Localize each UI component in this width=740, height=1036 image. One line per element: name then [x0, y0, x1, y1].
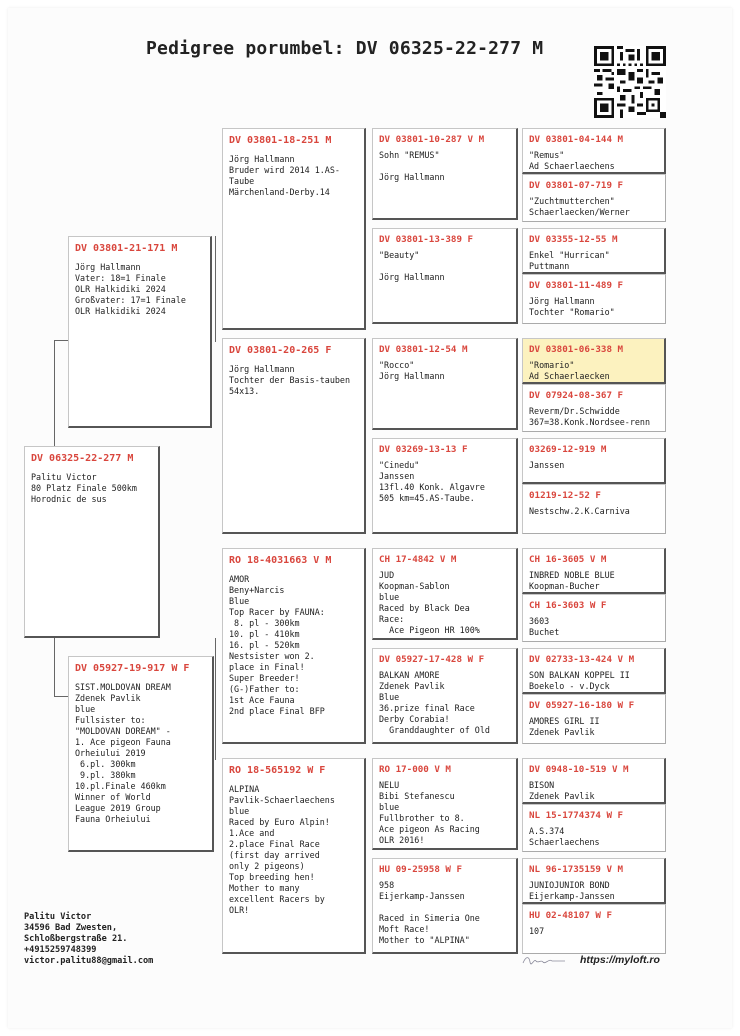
ring-number: NL 15-1774374 W F [529, 810, 624, 821]
card-line [379, 261, 511, 272]
card-line: 54x13. [229, 386, 260, 396]
ring-number: DV 03801-20-265 F [229, 345, 332, 356]
pedigree-card-ddd[interactable] [372, 858, 518, 954]
card-line: OLR Halkidiki 2024 [75, 306, 166, 316]
owner-address-1: 34596 Bad Zwesten, [24, 923, 118, 933]
card-line: 3603 [529, 616, 550, 626]
card-line: Zdenek Pavlik [75, 693, 141, 703]
card-line: AMORES GIRL II [529, 716, 600, 726]
card-line: 9.pl. 380km [75, 770, 136, 780]
card-line: Nestschw.2.K.Carniva [529, 506, 630, 516]
card-line: 958 [379, 880, 395, 890]
card-line: "Romario" [529, 360, 575, 370]
card-line: Vater: 18=1 Finale [75, 273, 166, 283]
pedigree-card-g5-2[interactable] [522, 174, 666, 222]
connector-dam-parents [215, 638, 216, 760]
pedigree-card-ssd[interactable] [372, 228, 518, 324]
pedigree-card-dss[interactable] [372, 548, 518, 640]
card-line: Zdenek Pavlik [529, 791, 595, 801]
ring-number: DV 03801-07-719 F [529, 180, 624, 191]
card-line: Jörg Hallmann [379, 371, 445, 381]
card-line: 367=38.Konk.Nordsee-renn [529, 417, 651, 427]
card-line: 8. pl - 300km [229, 618, 300, 628]
card-line: AMOR [229, 574, 250, 584]
pedigree-card-g5-1[interactable] [522, 128, 666, 174]
card-line: SIST.MOLDOVAN DREAM [75, 682, 171, 692]
card-line: Moft Race! [379, 924, 430, 934]
card-line: (first day arrived [229, 850, 320, 860]
pedigree-card-sire[interactable] [68, 236, 212, 428]
card-line: Ad Schaerlaecken [529, 371, 610, 381]
card-line: "Beauty" [379, 250, 420, 260]
ring-number: HU 02-48107 W F [529, 910, 612, 921]
card-line: 6.pl. 300km [75, 759, 136, 769]
card-line: Eijerkamp-Janssen [379, 891, 465, 901]
pedigree-card-g5-16[interactable] [522, 904, 666, 954]
card-line: place in Final! [229, 662, 305, 672]
pedigree-card-sds[interactable] [372, 338, 518, 430]
pedigree-card-g5-5[interactable] [522, 338, 666, 384]
ring-number: DV 05927-16-180 W F [529, 700, 635, 711]
card-line: Janssen [529, 460, 565, 470]
pedigree-card-dam-sire[interactable] [222, 548, 366, 744]
card-line: excellent Racers by [229, 894, 325, 904]
page-title: Pedigree porumbel: DV 06325-22-277 M [146, 38, 544, 59]
card-line: Puttmann [529, 261, 570, 271]
ring-number: DV 06325-22-277 M [31, 453, 134, 464]
card-line: 10.pl.Finale 460km [75, 781, 166, 791]
card-line: Orheiului 2019 [75, 748, 146, 758]
card-line: Beny+Narcis [229, 585, 285, 595]
card-line: 10. pl - 410km [229, 629, 300, 639]
card-line: blue [75, 704, 96, 714]
card-line: Raced by Black Dea [379, 603, 470, 613]
card-line: 16. pl - 520km [229, 640, 300, 650]
connector-subject-to-dam [54, 636, 55, 696]
card-line: 1. Ace pigeon Fauna [75, 737, 171, 747]
ring-number: CH 16-3603 W F [529, 600, 607, 611]
card-line: Ace Pigeon HR 100% [379, 625, 480, 635]
card-line: Bruder wird 2014 1.AS- [229, 165, 340, 175]
pedigree-card-g5-12[interactable] [522, 694, 666, 744]
card-line: 2.place Final Race [229, 839, 320, 849]
card-line: OLR Halkidiki 2024 [75, 284, 166, 294]
card-line: Boekelo - v.Dyck [529, 681, 610, 691]
owner-contact [24, 912, 153, 967]
card-line: 1st Ace Fauna [229, 695, 295, 705]
card-line: Jörg Hallmann [529, 296, 595, 306]
card-line: Mother to many [229, 883, 300, 893]
card-line: "Remus" [529, 150, 565, 160]
card-line: Großvater: 17=1 Finale [75, 295, 186, 305]
owner-name: Palitu Victor [24, 912, 92, 922]
ring-number: CH 16-3605 V M [529, 554, 607, 565]
card-line: Ace pigeon As Racing [379, 824, 480, 834]
card-line: Zdenek Pavlik [529, 727, 595, 737]
card-line: Enkel "Hurrican" [529, 250, 610, 260]
card-line: SON BALKAN KOPPEL II [529, 670, 630, 680]
pedigree-card-dam[interactable] [68, 656, 214, 852]
pedigree-card-g5-9[interactable] [522, 548, 666, 594]
card-line: Taube [229, 176, 255, 186]
card-line: Horodnic de sus [31, 494, 107, 504]
card-line: only 2 pigeons) [229, 861, 305, 871]
card-line: Blue [379, 692, 400, 702]
card-line: Raced in Simeria One [379, 913, 480, 923]
ring-number: DV 03801-18-251 M [229, 135, 332, 146]
ring-number: RO 18-4031663 V M [229, 555, 332, 566]
card-line: blue [379, 592, 400, 602]
signature-mark [522, 953, 566, 967]
ring-number: DV 03269-13-13 F [379, 444, 468, 455]
connector-sire-parents [215, 236, 216, 342]
card-line: Blue [229, 596, 250, 606]
owner-address-2: Schloßbergstraße 21. [24, 934, 128, 944]
pedigree-card-g5-10[interactable] [522, 594, 666, 642]
pedigree-card-g5-8[interactable] [522, 484, 666, 534]
card-line: Reverm/Dr.Schwidde [529, 406, 620, 416]
card-line: 36.prize final Race [379, 703, 475, 713]
card-line: Zdenek Pavlik [379, 681, 445, 691]
card-line: "MOLDOVAN DOREAM" - [75, 726, 171, 736]
ring-number: DV 03355-12-55 M [529, 234, 618, 245]
card-line: Märchenland-Derby.14 [229, 187, 330, 197]
card-line: Bibi Stefanescu [379, 791, 455, 801]
card-line: (G-)Father to: [229, 684, 300, 694]
card-line [379, 902, 511, 913]
ring-number: DV 02733-13-424 V M [529, 654, 635, 665]
connector-dam-stub [54, 696, 68, 697]
pedigree-card-g5-11[interactable] [522, 648, 666, 694]
pedigree-card-sire-dam[interactable] [222, 338, 366, 534]
card-line [379, 161, 511, 172]
pedigree-card-subject[interactable] [24, 446, 160, 638]
card-line: Fullsister to: [75, 715, 146, 725]
ring-number: DV 03801-12-54 M [379, 344, 468, 355]
card-line: 107 [529, 926, 545, 936]
ring-number: DV 05927-17-428 W F [379, 654, 485, 665]
card-line: A.S.374 [529, 826, 565, 836]
ring-number: DV 05927-19-917 W F [75, 663, 190, 674]
pedigree-card-g5-4[interactable] [522, 274, 666, 324]
card-line: Schaerlaechens [529, 837, 600, 847]
card-line: blue [379, 802, 400, 812]
card-line: Top Racer by FAUNA: [229, 607, 325, 617]
card-line: Tochter "Romario" [529, 307, 615, 317]
ring-number: NL 96-1735159 V M [529, 864, 624, 875]
pedigree-card-g5-3[interactable] [522, 228, 666, 274]
pedigree-card-g5-7[interactable] [522, 438, 666, 484]
card-line: Palitu Victor [31, 472, 97, 482]
ring-number: RO 17-000 V M [379, 764, 451, 775]
card-line: Granddaughter of Old [379, 725, 490, 735]
card-line: Janssen [379, 471, 415, 481]
card-line: blue [229, 806, 250, 816]
card-line: "Rocco" [379, 360, 415, 370]
card-line: Sohn "REMUS" [379, 150, 440, 160]
pedigree-card-dam-dam[interactable] [222, 758, 366, 954]
card-line: OLR! [229, 905, 250, 915]
pedigree-card-sire-sire[interactable] [222, 128, 366, 330]
ring-number: 03269-12-919 M [529, 444, 607, 455]
card-line: 1.Ace and [229, 828, 275, 838]
pedigree-card-sdd[interactable] [372, 438, 518, 534]
card-line: Mother to "ALPINA" [379, 935, 470, 945]
connector-sire-stub [54, 340, 68, 341]
card-line: Super Breeder! [229, 673, 300, 683]
card-line: Fullbrother to 8. [379, 813, 465, 823]
card-line: Koopman-Bucher [529, 581, 600, 591]
card-line: OLR 2016! [379, 835, 425, 845]
card-line: ALPINA [229, 784, 260, 794]
card-line: Jörg Hallmann [379, 272, 445, 282]
ring-number: DV 0948-10-519 V M [529, 764, 629, 775]
card-line: Fauna Orheiului [75, 814, 151, 824]
card-line: BISON [529, 780, 555, 790]
card-line: JUNIOJUNIOR BOND [529, 880, 610, 890]
card-line: Derby Corabia! [379, 714, 450, 724]
card-line: 505 km=45.AS-Taube. [379, 493, 475, 503]
ring-number: DV 03801-10-287 V M [379, 134, 485, 145]
card-line: Eijerkamp-Janssen [529, 891, 615, 901]
card-line: Nestsister won 2. [229, 651, 315, 661]
card-line: "Cinedu" [379, 460, 420, 470]
card-line: Jörg Hallmann [229, 364, 295, 374]
ring-number: DV 03801-13-389 F [379, 234, 474, 245]
card-line: NELU [379, 780, 400, 790]
card-line: Schaerlaecken/Werner [529, 207, 630, 217]
card-line: Raced by Euro Alpin! [229, 817, 330, 827]
card-line: 2nd place Final BFP [229, 706, 325, 716]
brand-url[interactable]: https://myloft.ro [580, 954, 660, 966]
ring-number: DV 07924-08-367 F [529, 390, 624, 401]
ring-number: HU 09-25958 W F [379, 864, 462, 875]
pedigree-card-g5-15[interactable] [522, 858, 666, 904]
pedigree-card-dsd[interactable] [372, 648, 518, 744]
card-line: 80 Platz Finale 500km [31, 483, 137, 493]
ring-number: DV 03801-06-338 M [529, 344, 624, 355]
ring-number: DV 03801-04-144 M [529, 134, 624, 145]
card-line: 13fl.40 Konk. Algavre [379, 482, 485, 492]
ring-number: DV 03801-11-489 F [529, 280, 624, 291]
card-line: Tochter der Basis-tauben [229, 375, 351, 385]
card-line: INBRED NOBLE BLUE [529, 570, 615, 580]
card-line: Jörg Hallmann [379, 172, 445, 182]
ring-number: 01219-12-52 F [529, 490, 601, 501]
card-line: Ad Schaerlaechens [529, 161, 615, 171]
card-line: BALKAN AMORE [379, 670, 440, 680]
qr-code [594, 46, 666, 118]
card-line: Top breeding hen! [229, 872, 315, 882]
card-line: Winner of World [75, 792, 151, 802]
card-line: JUD [379, 570, 395, 580]
pedigree-card-g5-13[interactable] [522, 758, 666, 804]
pedigree-card-sss[interactable] [372, 128, 518, 220]
owner-phone: +4915259748399 [24, 945, 97, 955]
pedigree-card-g5-14[interactable] [522, 804, 666, 852]
card-line: Race: [379, 614, 405, 624]
card-line: Buchet [529, 627, 560, 637]
ring-number: CH 17-4842 V M [379, 554, 457, 565]
pedigree-card-g5-6[interactable] [522, 384, 666, 432]
card-line: "Zuchtmutterchen" [529, 196, 615, 206]
card-line: Jörg Hallmann [75, 262, 141, 272]
card-line: League 2019 Group [75, 803, 161, 813]
ring-number: DV 03801-21-171 M [75, 243, 178, 254]
card-line: Koopman-Sablon [379, 581, 450, 591]
owner-email[interactable]: victor.palitu88@gmail.com [24, 956, 154, 966]
connector-subject-to-sire [54, 340, 55, 446]
pedigree-card-dds[interactable] [372, 758, 518, 850]
ring-number: RO 18-565192 W F [229, 765, 326, 776]
card-line: Pavlik-Schaerlaechens [229, 795, 335, 805]
card-line: Jörg Hallmann [229, 154, 295, 164]
